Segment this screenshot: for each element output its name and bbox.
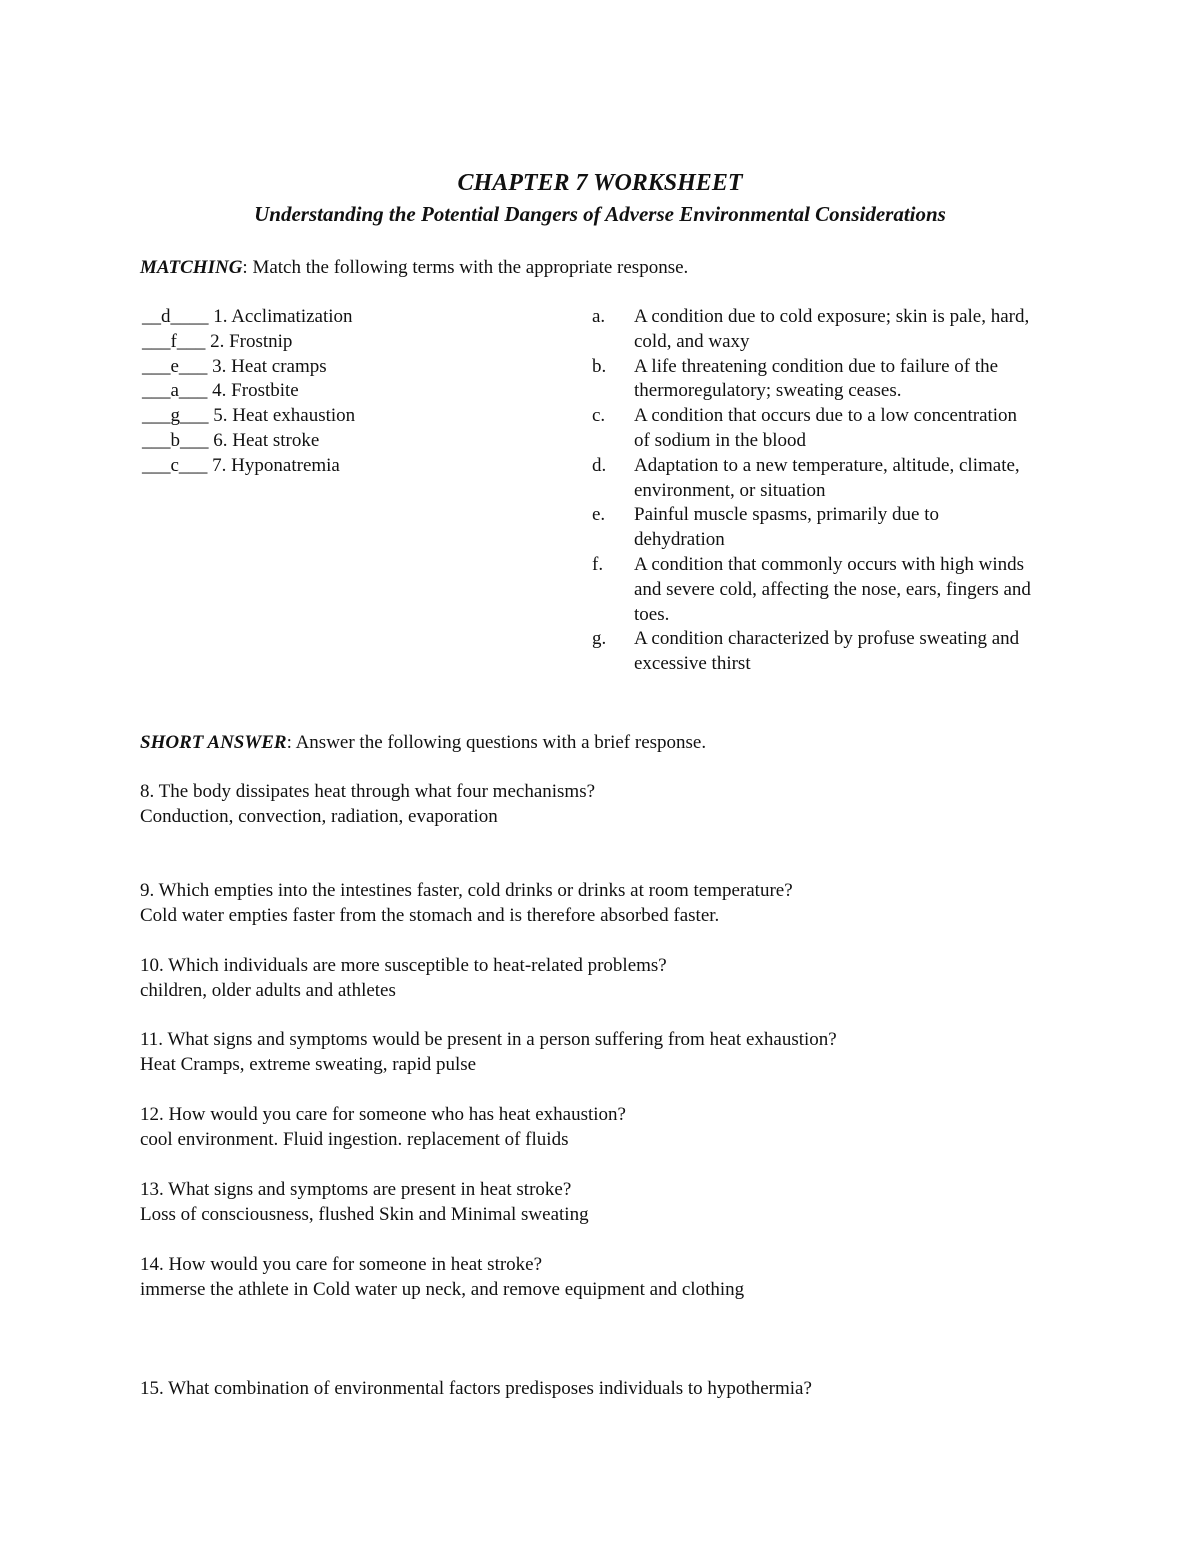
question-item [140,953,667,1003]
question-item [140,878,793,928]
response-item [592,553,1052,627]
matching-term: ___f___ 2. Frostnip [142,330,293,352]
response-letter: d. [592,454,607,476]
response-text: Painful muscle spasms, primarily due to dehydration [634,504,940,551]
question-item [140,1177,589,1227]
answer-text: immerse the athlete in Cold water up neck, and remove equipment and clothing [140,1279,745,1300]
matching-term: ___g___ 5. Heat exhaustion [142,405,356,427]
question-text: 15. What combination of environmental factors predisposes individuals to hypothermia? [140,1378,812,1399]
response-item [592,404,1052,454]
response-text: Adaptation to a new temperature, altitude, climate, environment, or situation [634,454,1020,501]
answer-text: Loss of consciousness, flushed Skin and Minimal sweating [140,1204,589,1225]
answer-text: children, older adults and athletes [140,980,396,1001]
question-text: 12. How would you care for someone who has heat exhaustion? [140,1104,626,1125]
matching-term: ___c___ 7. Hyponatremia [142,454,340,476]
matching-term: ___e___ 3. Heat cramps [142,355,327,377]
answer-text: Cold water empties faster from the stomach and is therefore absorbed faster. [140,905,720,926]
response-text: A life threatening condition due to failure of the thermoregulatory; sweating ceases. [634,355,999,402]
matching-instruction: : Match the following terms with the appropriate response. [242,257,689,278]
response-letter: c. [592,405,606,427]
response-text: A condition that commonly occurs with high winds and severe cold, affecting the nose, ears, fingers and toes. [634,553,1031,625]
short-answer-heading [140,730,706,755]
response-letter: a. [592,306,606,327]
answer-text: Conduction, convection, radiation, evaporation [140,806,498,827]
matching-heading [140,255,688,280]
response-letter: b. [592,355,607,377]
response-text: A condition that occurs due to a low concentration of sodium in the blood [634,405,1018,451]
matching-term: __d____ 1. Acclimatization [142,306,353,327]
answer-text: cool environment. Fluid ingestion. replacement of fluids [140,1129,569,1150]
response-item [592,355,1052,405]
response-text: A condition due to cold exposure; skin is pale, hard, cold, and waxy [634,306,1030,352]
question-text: 13. What signs and symptoms are present in heat stroke? [140,1179,572,1200]
response-text: A condition characterized by profuse sweating and excessive thirst [634,628,1020,675]
question-item [140,1027,837,1077]
short-answer-instruction: : Answer the following questions with a brief response. [286,732,707,753]
page-subtitle: Understanding the Potential Dangers of Adverse Environmental Considerations [254,202,946,226]
response-item [592,503,1052,553]
question-text: 8. The body dissipates heat through what four mechanisms? [140,781,596,802]
matching-term: ___a___ 4. Frostbite [142,380,299,402]
response-item [592,454,1052,504]
short-answer-label: SHORT ANSWER [140,732,287,753]
matching-responses-list [592,305,1052,677]
matching-label: MATCHING [140,257,243,278]
response-item [592,627,1052,677]
question-text: 11. What signs and symptoms would be present in a person suffering from heat exhaustion? [140,1029,837,1050]
question-text: 9. Which empties into the intestines faster, cold drinks or drinks at room temperature? [140,880,793,901]
question-text: 10. Which individuals are more susceptible to heat-related problems? [140,955,667,976]
response-letter: g. [592,628,607,650]
response-item [592,305,1052,355]
answer-text: Heat Cramps, extreme sweating, rapid pulse [140,1054,477,1075]
response-letter: e. [592,504,606,526]
question-item [140,1376,812,1401]
matching-terms-list [142,305,355,479]
question-item [140,779,595,829]
matching-term: ___b___ 6. Heat stroke [142,429,320,451]
question-text: 14. How would you care for someone in heat stroke? [140,1254,543,1275]
question-item [140,1252,744,1302]
page-title: CHAPTER 7 WORKSHEET [457,170,743,196]
response-letter: f. [592,553,604,575]
question-item [140,1102,626,1152]
